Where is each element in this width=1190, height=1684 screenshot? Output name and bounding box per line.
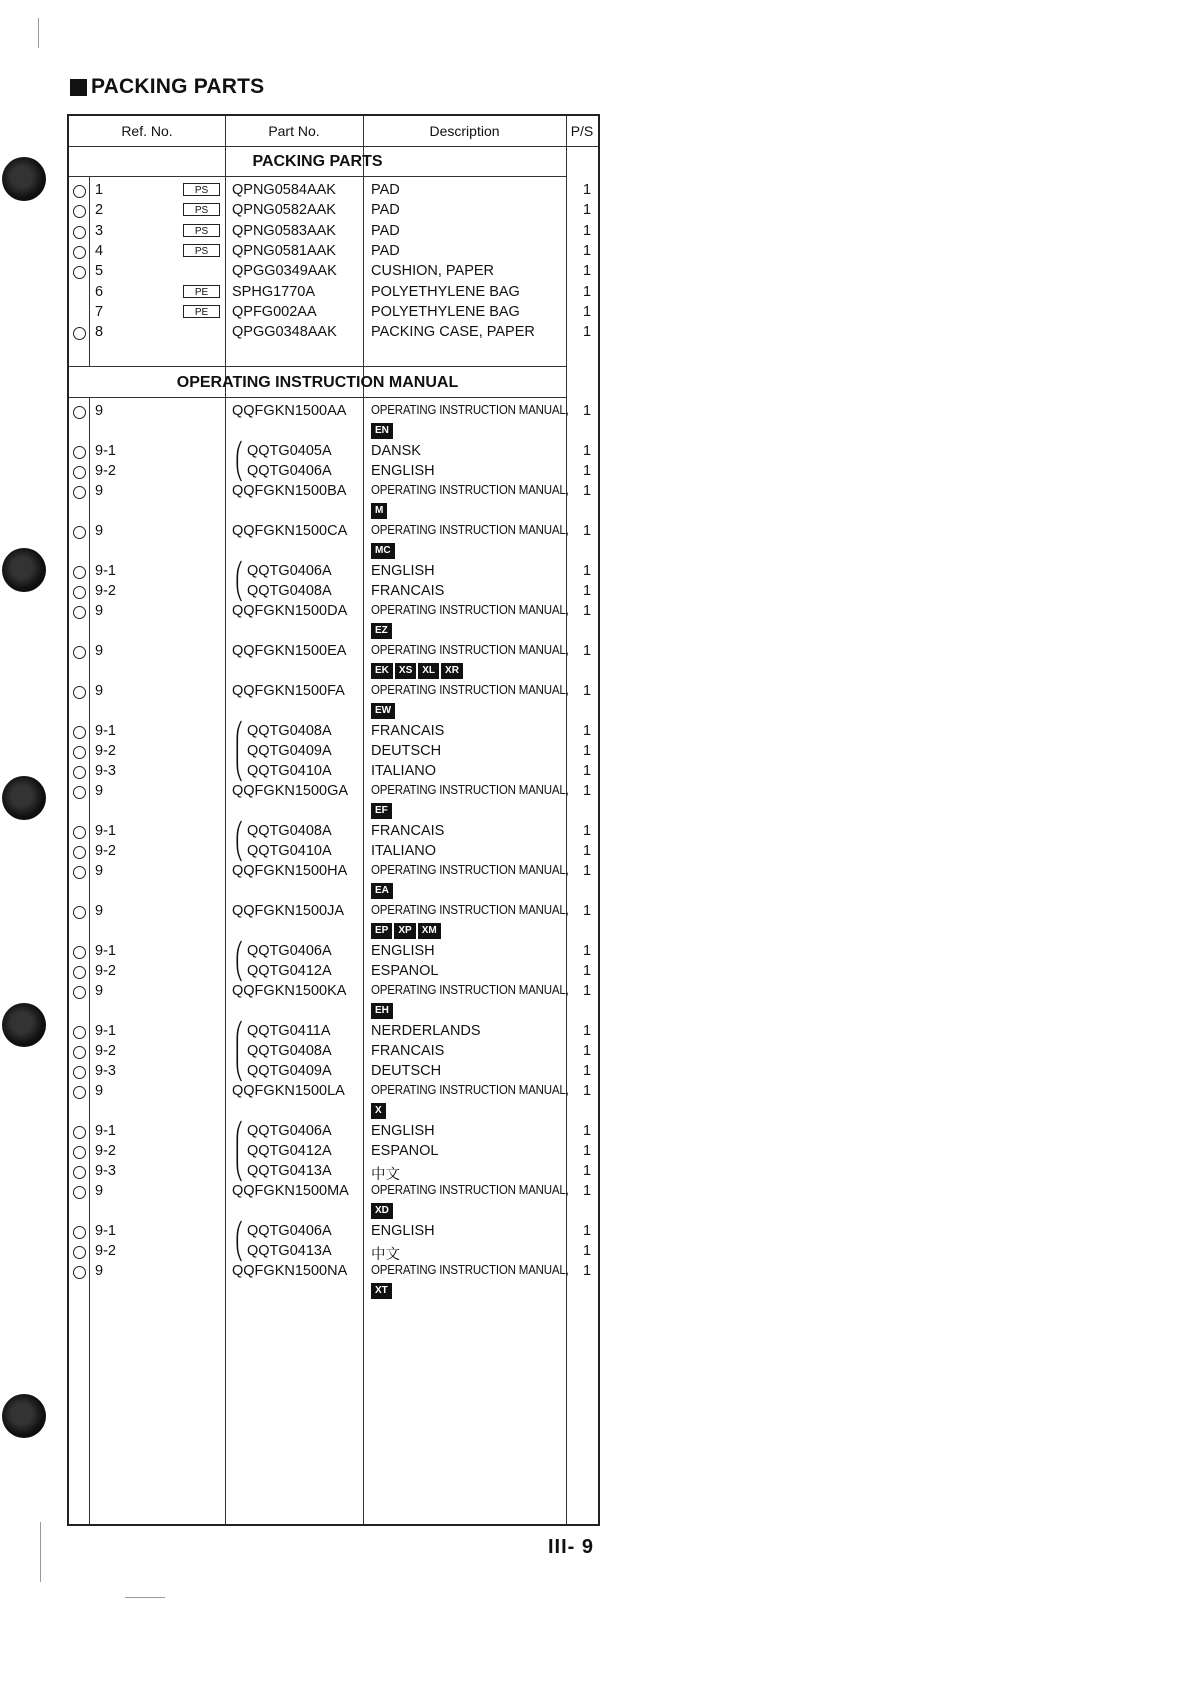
ref-no: 7 <box>95 303 104 320</box>
description: FRANCAIS <box>371 723 445 739</box>
ref-no: 1 <box>95 182 104 198</box>
area-code-badge: EA <box>371 883 393 899</box>
circle-mark-icon <box>73 646 86 659</box>
description: PAD <box>371 222 400 239</box>
part-no: QQFGKN1500BA <box>232 483 347 499</box>
ps-qty: 1 <box>583 1063 592 1079</box>
circle-mark-icon <box>73 1186 86 1199</box>
title-square-icon <box>70 79 87 96</box>
part-no: QQTG0410A <box>247 763 332 779</box>
ps-qty: 1 <box>583 1243 592 1259</box>
ps-qty: 1 <box>583 1123 592 1139</box>
part-no: QPGG0349AAK <box>232 263 337 280</box>
description: NERDERLANDS <box>371 1023 481 1039</box>
part-no: QQTG0405A <box>247 443 332 459</box>
area-code-badge: EZ <box>371 623 392 639</box>
ps-qty: 1 <box>583 463 592 479</box>
part-no: QPNG0582AAK <box>232 202 336 219</box>
ps-qty: 1 <box>583 963 592 979</box>
ps-qty: 1 <box>583 1163 592 1179</box>
binder-hole <box>2 776 46 820</box>
circle-mark-icon <box>73 606 86 619</box>
description: 中文 <box>371 1167 400 1183</box>
circle-mark-icon <box>73 1166 86 1179</box>
description: OPERATING INSTRUCTION MANUAL, <box>371 863 569 877</box>
part-no: QQTG0412A <box>247 963 332 979</box>
circle-mark-icon <box>73 906 86 919</box>
ps-qty: 1 <box>583 643 592 659</box>
part-no: QQFGKN1500LA <box>232 1083 345 1099</box>
bracket-icon: ⎝ <box>235 582 244 601</box>
ps-qty: 1 <box>583 263 592 280</box>
ps-qty: 1 <box>583 283 592 300</box>
ps-qty: 1 <box>583 983 592 999</box>
circle-mark-icon <box>73 1146 86 1159</box>
ref-no: 9 <box>95 1263 104 1279</box>
description: 中文 <box>371 1247 400 1263</box>
circle-mark-icon <box>73 246 86 259</box>
description: PAD <box>371 242 400 259</box>
part-no: QQFGKN1500HA <box>232 863 348 879</box>
part-no: QQFGKN1500AA <box>232 403 347 419</box>
part-no: QQTG0408A <box>247 583 332 599</box>
ref-no: 9 <box>95 783 104 799</box>
circle-mark-icon <box>73 966 86 979</box>
part-no: QQTG0408A <box>247 723 332 739</box>
ref-no: 5 <box>95 263 104 280</box>
circle-mark-icon <box>73 986 86 999</box>
description: PAD <box>371 202 400 219</box>
description: FRANCAIS <box>371 1043 445 1059</box>
ref-no: 9-1 <box>95 1023 116 1039</box>
circle-mark-icon <box>73 185 86 198</box>
bracket-icon: ⎜ <box>235 1042 244 1061</box>
binder-hole <box>2 157 46 201</box>
section-operating-manual: OPERATING INSTRUCTION MANUAL <box>176 374 459 391</box>
circle-mark-icon <box>73 566 86 579</box>
ps-qty: 1 <box>583 1143 592 1159</box>
packing-code-box: PE <box>183 305 220 318</box>
bracket-icon: ⎛ <box>235 562 244 581</box>
description: OPERATING INSTRUCTION MANUAL, <box>371 903 569 917</box>
ps-qty: 1 <box>583 743 592 759</box>
ref-no: 9 <box>95 1183 104 1199</box>
bracket-icon: ⎛ <box>235 942 244 961</box>
ps-qty: 1 <box>583 1263 592 1279</box>
area-code-badges <box>371 703 395 719</box>
part-no: QPNG0583AAK <box>232 222 336 239</box>
binder-hole <box>2 1003 46 1047</box>
area-code-badge: XD <box>371 1203 393 1219</box>
part-no: QQTG0412A <box>247 1143 332 1159</box>
circle-mark-icon <box>73 1126 86 1139</box>
description: OPERATING INSTRUCTION MANUAL, <box>371 403 569 417</box>
ps-qty: 1 <box>583 403 592 419</box>
ps-qty: 1 <box>583 222 592 239</box>
description: FRANCAIS <box>371 823 445 839</box>
ps-qty: 1 <box>583 443 592 459</box>
part-no: QQFGKN1500FA <box>232 683 345 699</box>
ps-qty: 1 <box>583 783 592 799</box>
circle-mark-icon <box>73 746 86 759</box>
part-no: QQFGKN1500DA <box>232 603 348 619</box>
description: OPERATING INSTRUCTION MANUAL, <box>371 643 569 657</box>
circle-mark-icon <box>73 406 86 419</box>
description: ENGLISH <box>371 563 435 579</box>
packing-code-box: PS <box>183 224 220 237</box>
description: ENGLISH <box>371 1223 435 1239</box>
area-code-badges <box>371 623 392 639</box>
ref-no: 2 <box>95 202 104 219</box>
circle-mark-icon <box>73 686 86 699</box>
area-code-badge: M <box>371 503 387 519</box>
ref-no: 9-1 <box>95 723 116 739</box>
header-ref: Ref. No. <box>121 123 173 139</box>
description: OPERATING INSTRUCTION MANUAL, <box>371 1263 569 1277</box>
binder-hole <box>2 548 46 592</box>
ps-qty: 1 <box>583 242 592 259</box>
ref-no: 9-2 <box>95 583 116 599</box>
ps-qty: 1 <box>583 603 592 619</box>
ps-qty: 1 <box>583 182 592 198</box>
ps-qty: 1 <box>583 483 592 499</box>
bracket-icon: ⎝ <box>235 1062 244 1081</box>
circle-mark-icon <box>73 786 86 799</box>
area-code-badge: XM <box>418 923 441 939</box>
area-code-badges <box>371 1003 393 1019</box>
area-code-badges <box>371 543 395 559</box>
area-code-badge: EK <box>371 663 393 679</box>
ps-qty: 1 <box>583 1043 592 1059</box>
ref-no: 9-3 <box>95 763 116 779</box>
description: OPERATING INSTRUCTION MANUAL, <box>371 1183 569 1197</box>
description: ESPANOL <box>371 963 439 979</box>
ref-no: 9-2 <box>95 463 116 479</box>
packing-code-box: PS <box>183 183 220 196</box>
description: DANSK <box>371 443 421 459</box>
ps-qty: 1 <box>583 1023 592 1039</box>
description: POLYETHYLENE BAG <box>371 303 520 320</box>
area-code-badge: MC <box>371 543 395 559</box>
part-no: QQFGKN1500NA <box>232 1263 348 1279</box>
circle-mark-icon <box>73 526 86 539</box>
parts-table <box>67 114 600 1526</box>
ref-no: 9-2 <box>95 1143 116 1159</box>
circle-mark-icon <box>73 466 86 479</box>
circle-mark-icon <box>73 866 86 879</box>
description: ITALIANO <box>371 843 436 859</box>
ps-qty: 1 <box>583 563 592 579</box>
part-no: QQFGKN1500GA <box>232 783 349 799</box>
bracket-icon: ⎛ <box>235 822 244 841</box>
binder-hole <box>2 1394 46 1438</box>
description: FRANCAIS <box>371 583 445 599</box>
part-no: QQTG0409A <box>247 743 332 759</box>
description: PACKING CASE, PAPER <box>371 324 535 341</box>
part-no: QPNG0584AAK <box>232 182 336 198</box>
circle-mark-icon <box>73 766 86 779</box>
page-title: PACKING PARTS <box>70 75 264 99</box>
part-no: QPGG0348AAK <box>232 324 337 341</box>
circle-mark-icon <box>73 1086 86 1099</box>
circle-mark-icon <box>73 826 86 839</box>
circle-mark-icon <box>73 1046 86 1059</box>
ref-no: 9 <box>95 603 104 619</box>
ref-no: 9-2 <box>95 743 116 759</box>
ps-qty: 1 <box>583 763 592 779</box>
ps-qty: 1 <box>583 943 592 959</box>
part-no: QPNG0581AAK <box>232 242 336 259</box>
circle-mark-icon <box>73 266 86 279</box>
circle-mark-icon <box>73 327 86 340</box>
bracket-icon: ⎝ <box>235 1242 244 1261</box>
part-no: QQTG0406A <box>247 1223 332 1239</box>
area-code-badge: XL <box>418 663 439 679</box>
ps-qty: 1 <box>583 683 592 699</box>
packing-code-box: PE <box>183 285 220 298</box>
circle-mark-icon <box>73 205 86 218</box>
ps-qty: 1 <box>583 202 592 219</box>
part-no: QQTG0408A <box>247 823 332 839</box>
description: OPERATING INSTRUCTION MANUAL, <box>371 983 569 997</box>
ps-qty: 1 <box>583 723 592 739</box>
area-code-badges <box>371 1283 392 1299</box>
ps-qty: 1 <box>583 823 592 839</box>
circle-mark-icon <box>73 726 86 739</box>
ref-no: 9-1 <box>95 563 116 579</box>
description: OPERATING INSTRUCTION MANUAL, <box>371 603 569 617</box>
part-no: QQTG0408A <box>247 1043 332 1059</box>
area-code-badge: EF <box>371 803 392 819</box>
area-code-badge: X <box>371 1103 386 1119</box>
description: ENGLISH <box>371 463 435 479</box>
ref-no: 9-1 <box>95 1223 116 1239</box>
description: DEUTSCH <box>371 743 442 759</box>
ref-no: 9-1 <box>95 443 116 459</box>
description: ITALIANO <box>371 763 436 779</box>
part-no: QQTG0413A <box>247 1243 332 1259</box>
part-no: QQTG0406A <box>247 563 332 579</box>
ref-no: 9 <box>95 403 104 419</box>
ref-no: 9 <box>95 683 104 699</box>
ref-no: 9 <box>95 903 104 919</box>
circle-mark-icon <box>73 1066 86 1079</box>
description: PAD <box>371 182 400 198</box>
description: OPERATING INSTRUCTION MANUAL, <box>371 783 569 797</box>
description: POLYETHYLENE BAG <box>371 283 520 300</box>
ref-no: 9 <box>95 483 104 499</box>
area-code-badge: XR <box>441 663 463 679</box>
part-no: QQFGKN1500JA <box>232 903 345 919</box>
part-no: QQTG0409A <box>247 1063 332 1079</box>
area-code-badges <box>371 663 463 679</box>
packing-code-box: PS <box>183 203 220 216</box>
bracket-icon: ⎝ <box>235 962 244 981</box>
description: CUSHION, PAPER <box>371 263 495 280</box>
ps-qty: 1 <box>583 863 592 879</box>
ps-qty: 1 <box>583 1083 592 1099</box>
description: OPERATING INSTRUCTION MANUAL, <box>371 523 569 537</box>
ps-qty: 1 <box>583 903 592 919</box>
area-code-badges <box>371 803 392 819</box>
page-number: III- 9 <box>548 1536 595 1558</box>
area-code-badge: EN <box>371 423 393 439</box>
part-no: QQTG0413A <box>247 1163 332 1179</box>
area-code-badges <box>371 1103 386 1119</box>
description: ENGLISH <box>371 943 435 959</box>
ref-no: 9 <box>95 643 104 659</box>
circle-mark-icon <box>73 586 86 599</box>
ref-no: 9 <box>95 1083 104 1099</box>
bracket-icon: ⎛ <box>235 442 244 461</box>
circle-mark-icon <box>73 1246 86 1259</box>
ref-no: 9 <box>95 523 104 539</box>
ps-qty: 1 <box>583 523 592 539</box>
ref-no: 9 <box>95 983 104 999</box>
description: ESPANOL <box>371 1143 439 1159</box>
header-desc: Description <box>429 123 500 139</box>
part-no: QQTG0410A <box>247 843 332 859</box>
ps-qty: 1 <box>583 1223 592 1239</box>
ref-no: 4 <box>95 242 104 259</box>
ref-no: 9-2 <box>95 1243 116 1259</box>
area-code-badge: EW <box>371 703 395 719</box>
ref-no: 9-2 <box>95 1043 116 1059</box>
ref-no: 9-2 <box>95 843 116 859</box>
bracket-icon: ⎛ <box>235 722 244 741</box>
ref-no: 3 <box>95 222 104 239</box>
part-no: QQTG0406A <box>247 943 332 959</box>
area-code-badges <box>371 503 387 519</box>
area-code-badge: XS <box>395 663 416 679</box>
description: ENGLISH <box>371 1123 435 1139</box>
bracket-icon: ⎛ <box>235 1222 244 1241</box>
circle-mark-icon <box>73 486 86 499</box>
bracket-icon: ⎜ <box>235 742 244 761</box>
circle-mark-icon <box>73 1266 86 1279</box>
circle-mark-icon <box>73 946 86 959</box>
part-no: QQFGKN1500EA <box>232 643 347 659</box>
section-packing-parts: PACKING PARTS <box>252 153 383 170</box>
part-no: SPHG1770A <box>232 283 316 300</box>
part-no: QQFGKN1500KA <box>232 983 347 999</box>
part-no: QPFG002AA <box>232 303 317 320</box>
ps-qty: 1 <box>583 324 592 341</box>
ref-no: 8 <box>95 324 104 341</box>
circle-mark-icon <box>73 226 86 239</box>
ref-no: 9-1 <box>95 943 116 959</box>
header-part: Part No. <box>268 123 320 139</box>
bracket-icon: ⎜ <box>235 1142 244 1161</box>
bracket-icon: ⎛ <box>235 1122 244 1141</box>
area-code-badge: EP <box>371 923 392 939</box>
ps-qty: 1 <box>583 843 592 859</box>
part-no: QQFGKN1500MA <box>232 1183 349 1199</box>
ref-no: 9 <box>95 863 104 879</box>
area-code-badge: XT <box>371 1283 392 1299</box>
circle-mark-icon <box>73 1026 86 1039</box>
area-code-badge: XP <box>394 923 415 939</box>
area-code-badges <box>371 883 393 899</box>
ps-qty: 1 <box>583 303 592 320</box>
area-code-badges <box>371 423 393 439</box>
ref-no: 9-1 <box>95 1123 116 1139</box>
area-code-badges <box>371 923 441 939</box>
ref-no: 6 <box>95 283 104 300</box>
circle-mark-icon <box>73 846 86 859</box>
ps-qty: 1 <box>583 1183 592 1199</box>
packing-code-box: PS <box>183 244 220 257</box>
part-no: QQTG0406A <box>247 463 332 479</box>
area-code-badge: EH <box>371 1003 393 1019</box>
description: OPERATING INSTRUCTION MANUAL, <box>371 683 569 697</box>
ref-no: 9-2 <box>95 963 116 979</box>
header-ps: P/S <box>570 123 594 139</box>
bracket-icon: ⎝ <box>235 842 244 861</box>
ref-no: 9-3 <box>95 1063 116 1079</box>
ref-no: 9-1 <box>95 823 116 839</box>
ref-no: 9-3 <box>95 1163 116 1179</box>
description: OPERATING INSTRUCTION MANUAL, <box>371 1083 569 1097</box>
circle-mark-icon <box>73 1226 86 1239</box>
description: DEUTSCH <box>371 1063 442 1079</box>
bracket-icon: ⎝ <box>235 1162 244 1181</box>
part-no: QQFGKN1500CA <box>232 523 348 539</box>
part-no: QQTG0411A <box>247 1023 331 1039</box>
bracket-icon: ⎝ <box>235 762 244 781</box>
ps-qty: 1 <box>583 583 592 599</box>
bracket-icon: ⎝ <box>235 462 244 481</box>
circle-mark-icon <box>73 446 86 459</box>
part-no: QQTG0406A <box>247 1123 332 1139</box>
area-code-badges <box>371 1203 393 1219</box>
description: OPERATING INSTRUCTION MANUAL, <box>371 483 569 497</box>
bracket-icon: ⎛ <box>235 1022 244 1041</box>
